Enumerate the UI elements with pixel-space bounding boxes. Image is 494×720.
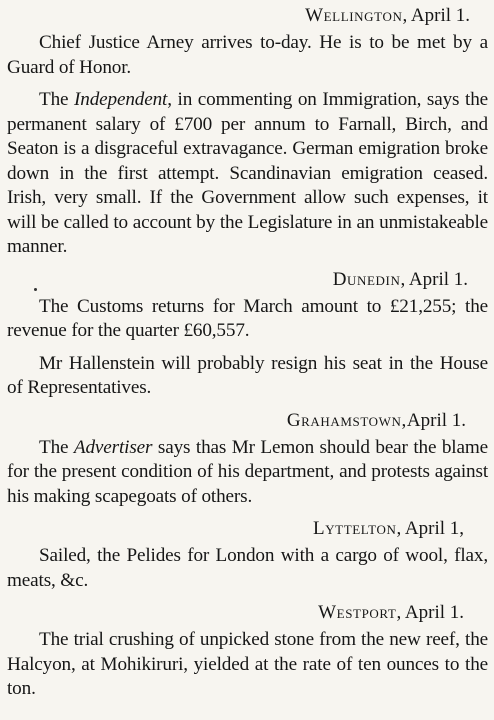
news-item-wellington xyxy=(7,4,488,260)
news-paragraph: Sailed, the Pelides for London with a cargo of wool, flax, meats, &c. xyxy=(7,545,488,591)
newspaper-title: Independent xyxy=(74,89,168,110)
news-paragraph xyxy=(7,436,488,510)
paragraph-lead: The xyxy=(39,436,74,458)
dateline-date: April 1. xyxy=(408,268,468,290)
dateline: Westport, April 1. xyxy=(318,602,464,623)
dateline-place: Lyttelton xyxy=(312,518,397,539)
news-paragraph xyxy=(7,88,488,260)
news-paragraph: Mr Hallenstein will probably resign his seat in the House of Representatives. xyxy=(7,352,488,398)
dateline: Dunedin, April 1. xyxy=(332,268,468,290)
dateline-place: Wellington xyxy=(305,5,403,26)
dateline-date: April 1. xyxy=(404,602,464,623)
dateline: Wellington, April 1. xyxy=(305,5,470,26)
dateline-date: April 1, xyxy=(404,518,464,539)
dateline-date: April 1. xyxy=(410,5,470,26)
dateline-place: Dunedin xyxy=(332,268,401,290)
news-paragraph: Chief Justice Arney arrives to-day. He is to be met by a Guard of Honor. xyxy=(7,32,488,78)
news-paragraph: The Customs returns for March amount to £21,255; the revenue for the quarter £60,557. xyxy=(7,295,488,341)
news-item-lyttelton xyxy=(7,517,488,593)
dateline: Lyttelton, April 1, xyxy=(312,518,464,539)
news-item-dunedin xyxy=(7,268,488,401)
dateline xyxy=(7,409,466,433)
print-speck xyxy=(34,288,37,291)
paragraph-lead: The xyxy=(39,89,75,110)
dateline-place: Grahamstown, xyxy=(286,409,407,431)
dateline-place: Westport xyxy=(318,602,397,623)
news-item-grahamstown xyxy=(7,409,488,510)
news-paragraph: The trial crushing of unpicked stone from the new reef, the Halcyon, at Mohikiruri, yielded at the rate of ten ounces to the ton. xyxy=(7,629,488,699)
paragraph-body: says thas Mr Lemon should bear the blame for the present condition of his department, and protests against his making scapegoats of others. xyxy=(7,436,488,507)
dateline-date: April 1. xyxy=(406,409,466,431)
newspaper-title: Advertiser xyxy=(73,436,153,458)
news-item-westport xyxy=(7,601,488,702)
paragraph-body: , in commenting on Immigration, says the permanent salary of £700 per annum to Farnall, Birch, and Seaton is a disgraceful extravagance. German emigration broke down in the first attempt. Scandinavian emigration ceased. Irish, very small. If the Government allow such expenses, it will be called to account by the Legislature in an unmistakeable manner. xyxy=(7,89,489,257)
